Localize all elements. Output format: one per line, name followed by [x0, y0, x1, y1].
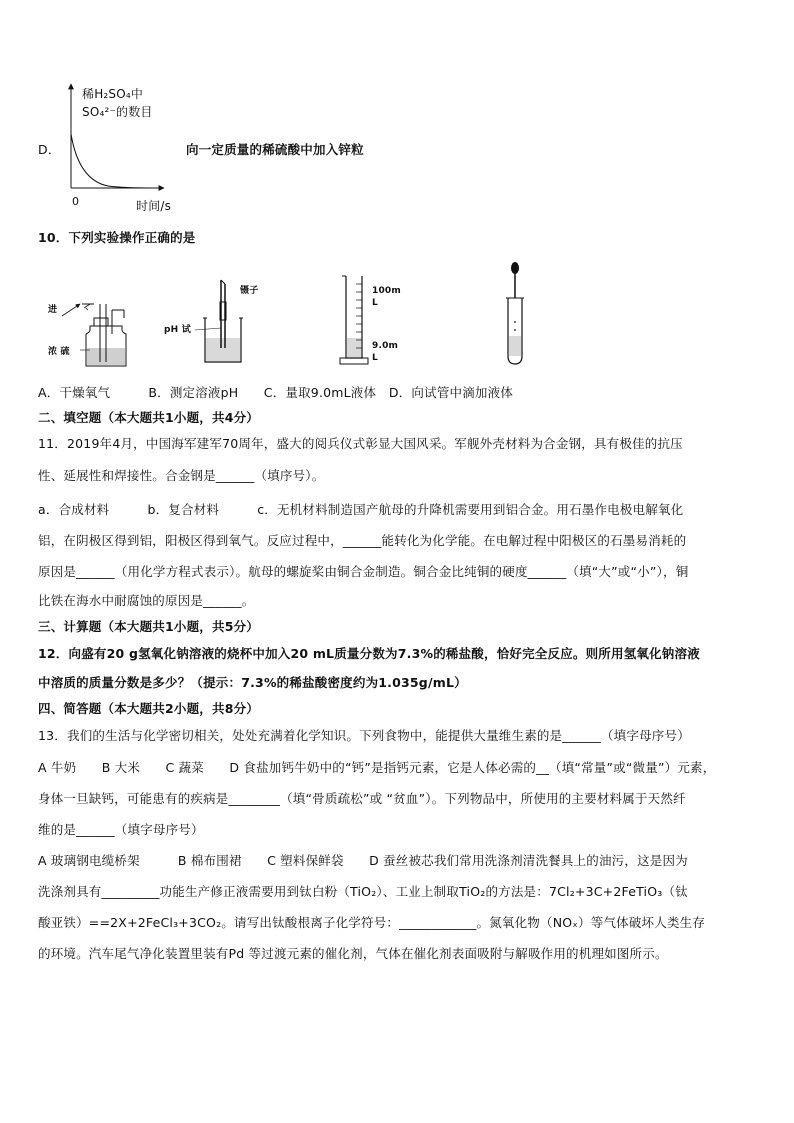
graph-description: 向一定质量的稀硫酸中加入锌粒 — [186, 142, 364, 157]
fig-label-100ml: 100m — [372, 286, 401, 296]
fig-label-jin: 进 — [48, 305, 58, 315]
fig-label-ph: pH 试 — [164, 325, 191, 335]
fig-label-nong: 浓 硫 — [48, 347, 70, 357]
graph-ylabel-1: 稀H₂SO₄中 — [82, 87, 144, 101]
section-fill-blank: 二、填空题（本大题共1小题，共4分） — [38, 410, 259, 425]
q11-line-6: 比铁在海水中耐腐蚀的原因是______。 — [38, 593, 255, 608]
q11-line-5: 原因是______（用化学方程式表示）。航母的螺旋桨由铜合金制造。铜合金比纯铜的硬度______（填“大”或“小”），铜 — [38, 564, 689, 579]
q12-line-1: 12．向盛有20 g氢氧化钠溶液的烧杯中加入20 mL质量分数为7.3%的稀盐酸，恰好完全反应。则所用氢氧化钠溶液 — [38, 646, 700, 661]
graph-ylabel-2: SO₄²⁻的数目 — [82, 105, 153, 119]
fig-label-100ml-b: L — [372, 298, 378, 308]
q10-stem: 10．下列实验操作正确的是 — [38, 230, 196, 245]
q13-line-6: 洗涤剂具有_________功能生产修正液需要用到钛白粉（TiO₂）、工业上制取TiO₂的方法是：7Cl₂+3C+2FeTiO₃（钛 — [38, 884, 688, 899]
q13-line-4: 维的是______（填字母序号） — [38, 822, 204, 837]
q11-line-1: 11．2019年4月，中国海军建军70周年，盛大的阅兵仪式彰显大国风采。军舰外壳材料为合金钢，具有极佳的抗压 — [38, 436, 683, 451]
section-short-answer: 四、简答题（本大题共2小题，共8分） — [38, 701, 259, 716]
graph-xlabel: 时间/s — [136, 199, 172, 213]
graph-origin: 0 — [72, 195, 80, 208]
section-calculation: 三、计算题（本大题共1小题，共5分） — [38, 619, 259, 634]
dropper-test-tube-figure — [500, 260, 530, 366]
q11-line-4: 铝，在阴极区得到铝，阳极区得到氧气。反应过程中，______能转化为化学能。在电解过程中阳极区的石墨易消耗的 — [38, 533, 687, 548]
q13-line-5: A 玻璃钢电缆桥架 B 棉布围裙 C 塑料保鲜袋 D 蚕丝被芯我们常用洗涤剂清洗餐具上的油污，这是因为 — [38, 853, 688, 868]
q13-line-8: 的环境。汽车尾气净化装置里装有Pd 等过渡元素的催化剂，气体在催化剂表面吸附与解吸作用的机理如图所示。 — [38, 946, 668, 961]
fig-label-9ml-b: L — [372, 353, 378, 363]
option-d-label: D． — [38, 142, 61, 157]
decay-curve — [71, 134, 156, 188]
fig-label-9ml: 9.0m — [372, 341, 399, 351]
q13-line-3: 身体一旦缺钙，可能患有的疾病是________（填“骨质疏松”或 “贫血”）。下列物品中，所使用的主要材料属于天然纤 — [38, 791, 686, 806]
q13-line-1: 13．我们的生活与化学密切相关，处处充满着化学知识。下列食物中，能提供大量维生素的是______（填字母序号） — [38, 728, 690, 743]
q11-line-2: 性、延展性和焊接性。合金钢是______（填序号）。 — [38, 468, 325, 483]
graduated-cylinder-figure — [336, 272, 376, 368]
q12-line-2: 中溶质的质量分数是多少？（提示：7.3%的稀盐酸密度约为1.035g/mL） — [38, 675, 467, 690]
q13-line-2: A 牛奶 B 大米 C 蔬菜 D 食盐加钙牛奶中的“钙”是指钙元素，它是人体必需的__（填“常量”或“微量”）元素， — [38, 760, 716, 775]
q13-line-7: 酸亚铁）==2X+2FeCl₃+3CO₂。请写出钛酸根离子化学符号：____________。氮氧化物（NOₓ）等气体破坏人类生存 — [38, 915, 706, 930]
q10-options: A．干燥氧气 B．测定溶液pH C．量取9.0mL液体 D．向试管中滴加液体 — [38, 385, 514, 400]
q11-line-3: a．合成材料 b．复合材料 c．无机材料制造国产航母的升降机需要用到铝合金。用石墨作电极电解氧化 — [38, 502, 684, 517]
fig-label-niezi: 镊子 — [240, 286, 259, 296]
